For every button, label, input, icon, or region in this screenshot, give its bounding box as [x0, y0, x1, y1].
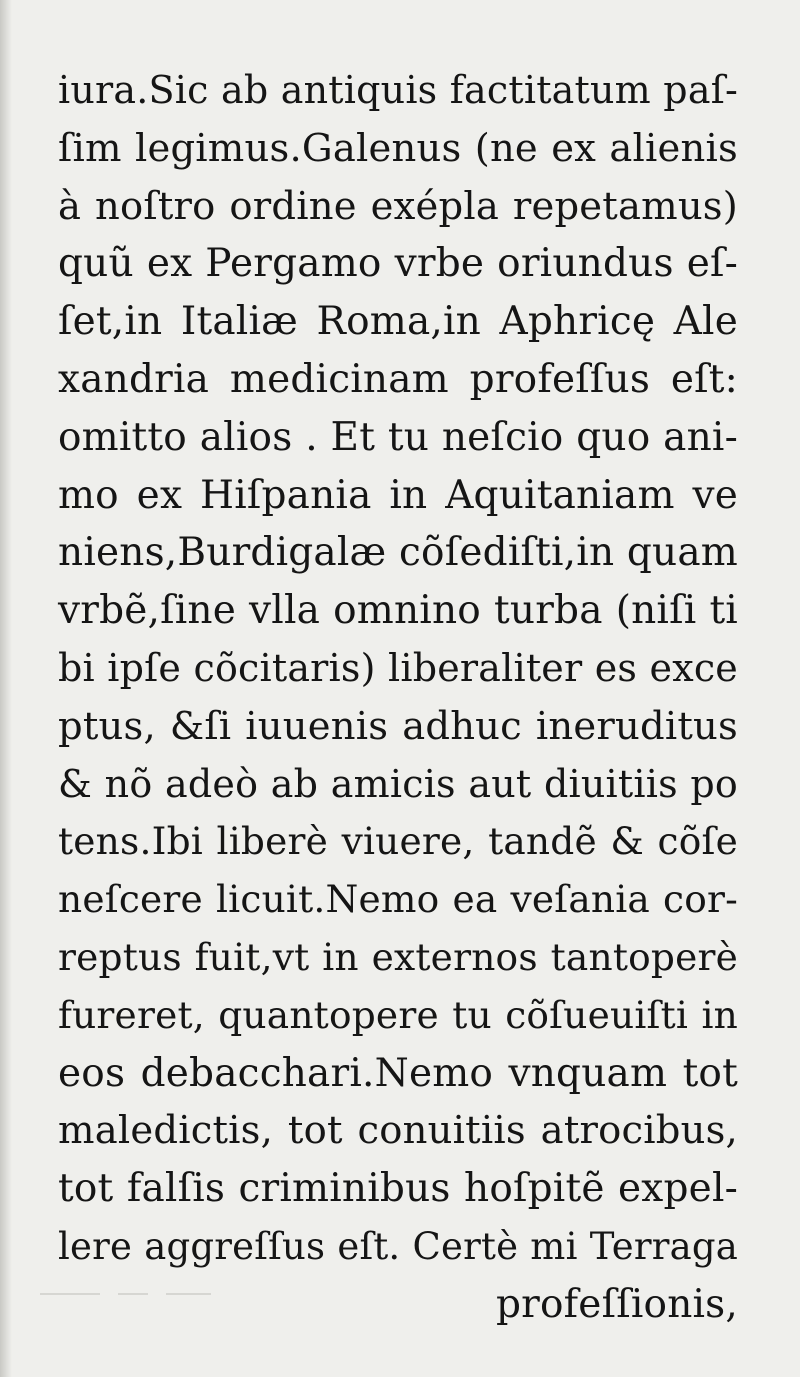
text-line-4: quũ ex Pergamo vrbe oriundus eſ- — [58, 241, 738, 287]
text-line-11: bi ipſe cõcitaris) liberaliter es exce — [58, 645, 738, 690]
text-line-1: iura.Sic ab antiquis factitatum paſ- — [58, 68, 738, 112]
text-line-15: neſcere licuit.Nemo ea veſania cor- — [58, 877, 738, 922]
text-line-19: maledictis, tot conuitiis atrocibus, — [58, 1108, 738, 1154]
page-gutter — [0, 0, 12, 1377]
text-line-12: ptus, &ſi iuuenis adhuc ineruditus — [58, 703, 738, 749]
text-line-5: ſet,in Italiæ Roma,in Aphricę Ale — [58, 299, 738, 345]
body-text — [58, 62, 738, 1334]
text-line-8: mo ex Hiſpania in Aquitaniam ve — [58, 472, 738, 518]
text-line-17: fureret, quantopere tu cõſueuiſti in — [58, 992, 738, 1037]
text-line-21: lere aggreſſus eſt. Certè mi Terraga — [58, 1224, 738, 1268]
show-through-marks — [40, 1285, 340, 1325]
text-line-2: ſim legimus.Galenus (ne ex alienis — [58, 125, 738, 171]
text-line-3: à noſtro ordine exépla repetamus) — [58, 183, 738, 229]
text-line-18: eos debacchari.Nemo vnquam tot — [58, 1050, 738, 1096]
text-line-13: & nõ adeò ab amicis aut diuitiis po — [58, 761, 738, 806]
text-line-9: niens,Burdigalæ cõſediſti,in quam — [58, 530, 738, 576]
text-line-6: xandria medicinam profeſſus eſt: — [58, 356, 738, 402]
text-line-10: vrbẽ,ſine vlla omnino turba (niſi ti — [58, 588, 738, 634]
text-line-14: tens.Ibi liberè viuere, tandẽ & cõſe — [58, 819, 738, 864]
text-line-20: tot falſis criminibus hoſpitẽ expel- — [58, 1166, 738, 1212]
text-line-16: reptus fuit,vt in externos tantoperè — [58, 934, 738, 979]
text-line-7: omitto alios . Et tu neſcio quo ani- — [58, 414, 738, 460]
catchword: profeſſionis, — [495, 1281, 738, 1327]
